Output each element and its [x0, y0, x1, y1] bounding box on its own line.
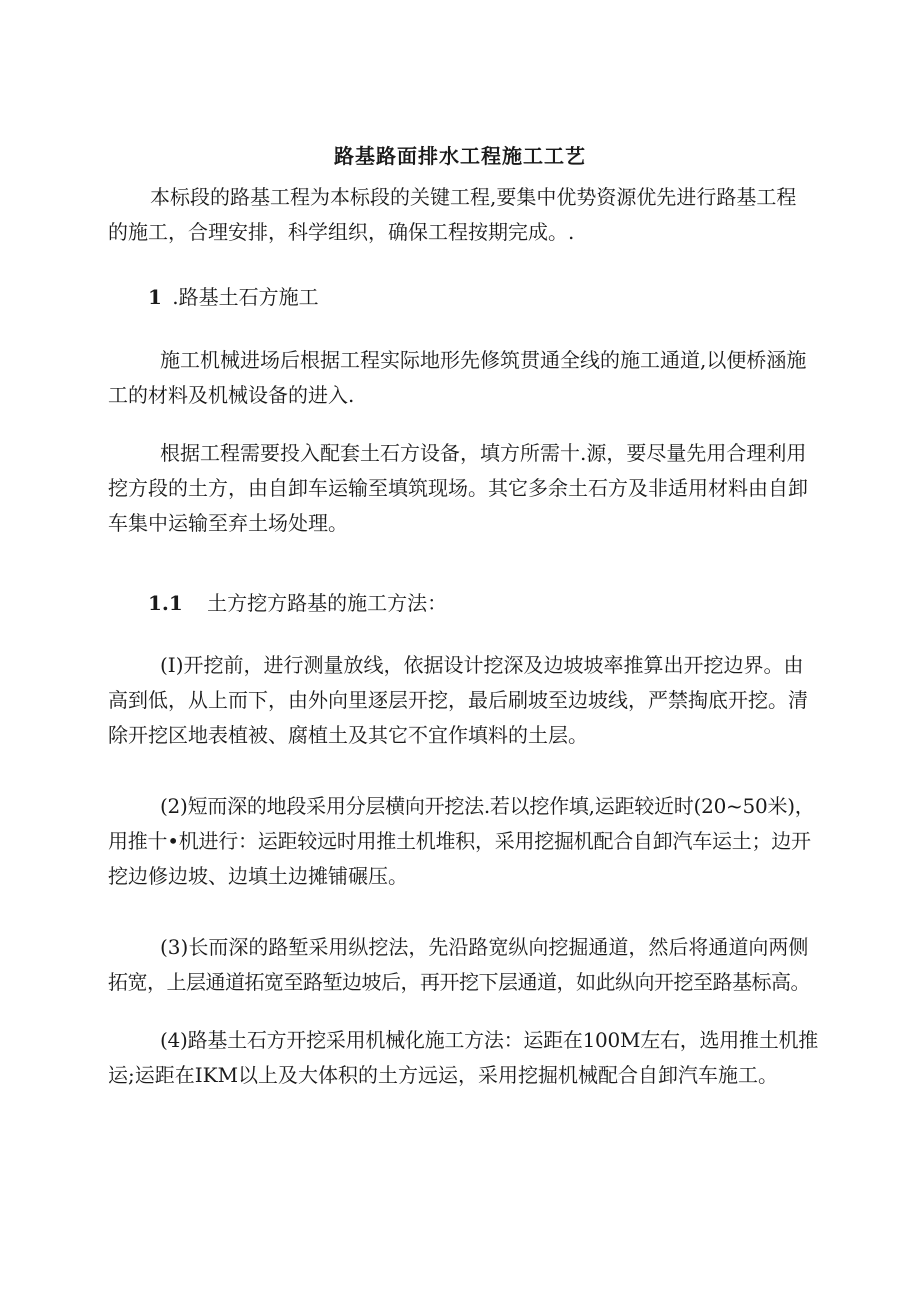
section-number-1-1: 1.1	[148, 591, 183, 615]
item-4-line-1: (4)路基土石方开挖采用机械化施工方法：运距在100M左右，选用推土机推	[160, 1028, 818, 1052]
section-heading-1-1	[148, 588, 447, 618]
item-1-line-2: 高到低，从上而下，由外向里逐层开挖，最后刷坡至边坡线，严禁掏底开挖。清	[108, 688, 808, 712]
para-b-line-3: 车集中运输至弃土场处理。	[108, 511, 348, 535]
list-item-2	[108, 789, 818, 894]
item-1-line-1: (I)开挖前，进行测量放线，依据设计挖深及边坡坡率推算出开挖边界。由	[160, 653, 804, 677]
list-item-3	[108, 930, 818, 1000]
paragraph-earthwork-equipment	[108, 436, 818, 541]
item-2-line-2: 用推十•机进行：运距较远时用推土机堆积，采用挖掘机配合自卸汽车运土；边开	[108, 829, 811, 853]
section-title-1: .路基土石方施工	[172, 285, 319, 309]
intro-line-1: 本标段的路基工程为本标段的关键工程,要集中优势资源优先进行路基工程	[150, 185, 797, 209]
item-3-line-1: (3)长而深的路堑采用纵挖法，先沿路宽纵向挖掘通道，然后将通道向两侧	[160, 935, 809, 959]
section-heading-1	[148, 282, 319, 312]
section-title-1-1: 土方挖方路基的施工方法：	[207, 591, 448, 615]
section-number-1: 1	[148, 285, 162, 309]
item-1-line-3: 除开挖区地表植被、腐植土及其它不宜作填料的土层。	[108, 723, 588, 747]
item-2-line-3: 挖边修边坡、边填土边摊铺碾压。	[108, 864, 408, 888]
intro-line-2: 的施工，合理安排，科学组织，确保工程按期完成。.	[108, 220, 575, 244]
document-title: 路基路面排水工程施工工艺	[334, 144, 586, 168]
paragraph-construction-access	[108, 343, 818, 413]
para-b-line-1: 根据工程需要投入配套土石方设备，填方所需十.源，要尽量先用合理利用	[160, 441, 807, 465]
item-4-line-2: 运;运距在IKM以上及大体积的土方远运，采用挖掘机械配合自卸汽车施工。	[108, 1063, 779, 1087]
para-a-line-1: 施工机械进场后根据工程实际地形先修筑贯通全线的施工通道,以便桥涵施	[160, 348, 807, 372]
list-item-4	[108, 1023, 818, 1093]
item-3-line-2: 拓宽，上层通道拓宽至路堑边坡后，再开挖下层通道，如此纵向开挖至路基标高。	[108, 970, 810, 994]
para-a-line-2: 工的材料及机械设备的进入.	[108, 383, 355, 407]
item-2-line-1: (2)短而深的地段采用分层横向开挖法.若以挖作填,运距较近时(20~50米)，	[160, 794, 815, 818]
list-item-1	[108, 648, 818, 753]
para-b-line-2: 挖方段的土方，由自卸车运输至填筑现场。其它多余土石方及非适用材料由自卸	[108, 476, 808, 500]
intro-paragraph	[108, 180, 818, 250]
